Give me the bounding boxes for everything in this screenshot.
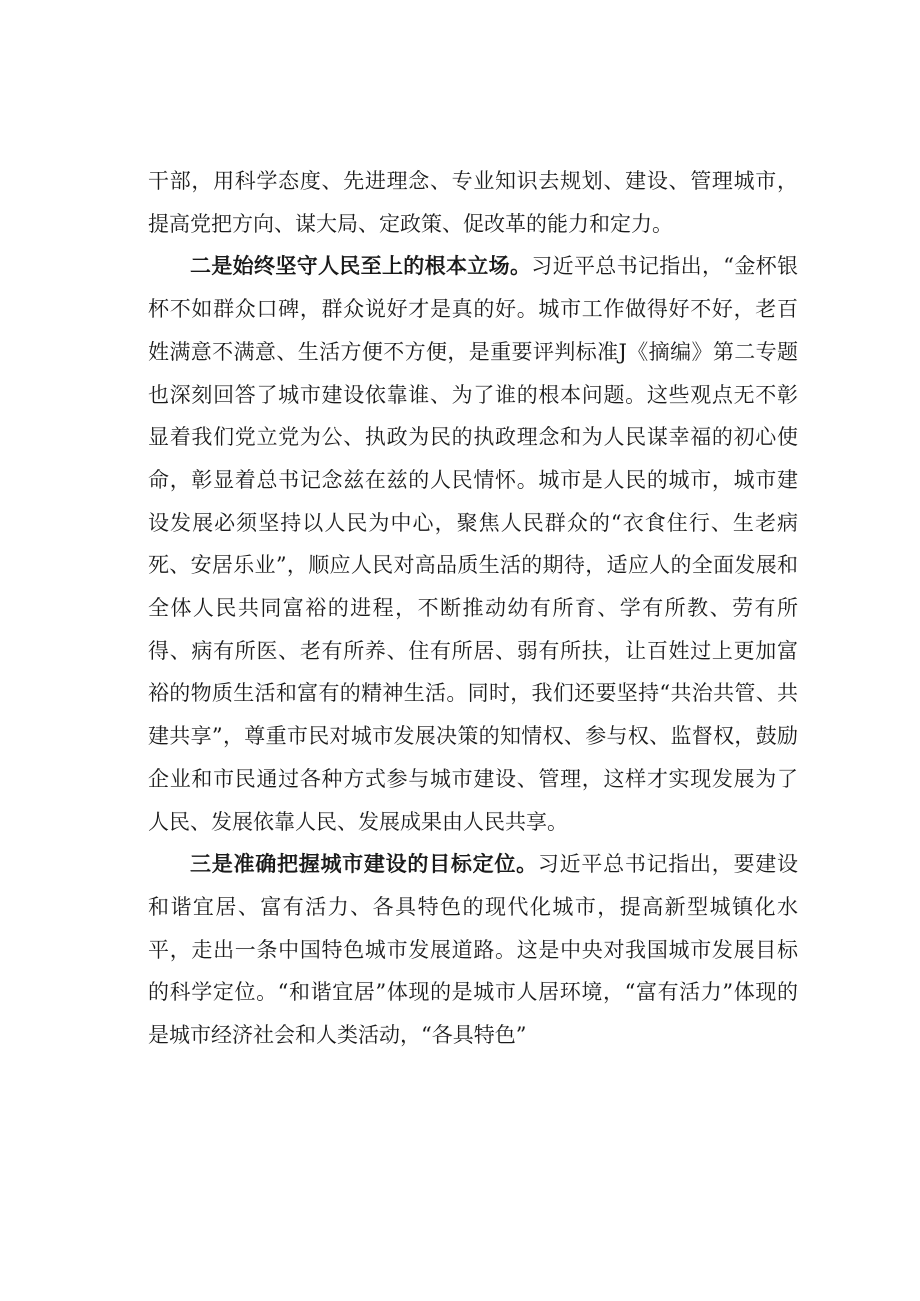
paragraph-point-two bbox=[148, 245, 798, 843]
paragraph-point-three bbox=[148, 843, 798, 1057]
paragraph-lead-heading: 二是始终坚守人民至上的根本立场。 bbox=[190, 253, 532, 279]
paragraph-body: 习近平总书记指出，要建设和谐宜居、富有活力、各具特色的现代化城市，提高新型城镇化水平，走出一条中国特色城市发展道路。这是中央对我国城市发展目标的科学定位。“和谐宜居”体现的是城市人居环境，“富有活力”体现的是城市经济社会和人类活动，“各具特色” bbox=[148, 852, 799, 1048]
body-text bbox=[148, 160, 798, 1057]
paragraph-continued bbox=[148, 160, 798, 245]
paragraph-body: 习近平总书记指出，“金杯银杯不如群众口碑，群众说好才是真的好。城市工作做得好不好，老百姓满意不满意、生活方便不方便，是重要评判标准J《摘编》第二专题也深刻回答了城市建设依靠谁、为了谁的根本问题。这些观点无不彰显着我们党立党为公、执政为民的执政理念和为人民谋幸福的初心使命，彰显着总书记念兹在兹的人民情怀。城市是人民的城市，城市建设发展必须坚持以人民为中心，聚焦人民群众的“衣食住行、生老病死、安居乐业”，顺应人民对高品质生活的期待，适应人的全面发展和全体人民共同富裕的进程，不断推动幼有所育、学有所教、劳有所得、病有所医、老有所养、住有所居、弱有所扶，让百姓过上更加富裕的物质生活和富有的精神生活。同时，我们还要坚持“共治共管、共建共享”，尊重市民对城市发展决策的知情权、参与权、监督权，鼓励企业和市民通过各种方式参与城市建设、管理，这样才实现发展为了人民、发展依靠人民、发展成果由人民共享。 bbox=[148, 254, 798, 834]
paragraph-lead-heading: 三是准确把握城市建设的目标定位。 bbox=[190, 851, 538, 877]
paragraph-body: 干部，用科学态度、先进理念、专业知识去规划、建设、管理城市，提高党把方向、谋大局、定政策、促改革的能力和定力。 bbox=[148, 169, 798, 236]
